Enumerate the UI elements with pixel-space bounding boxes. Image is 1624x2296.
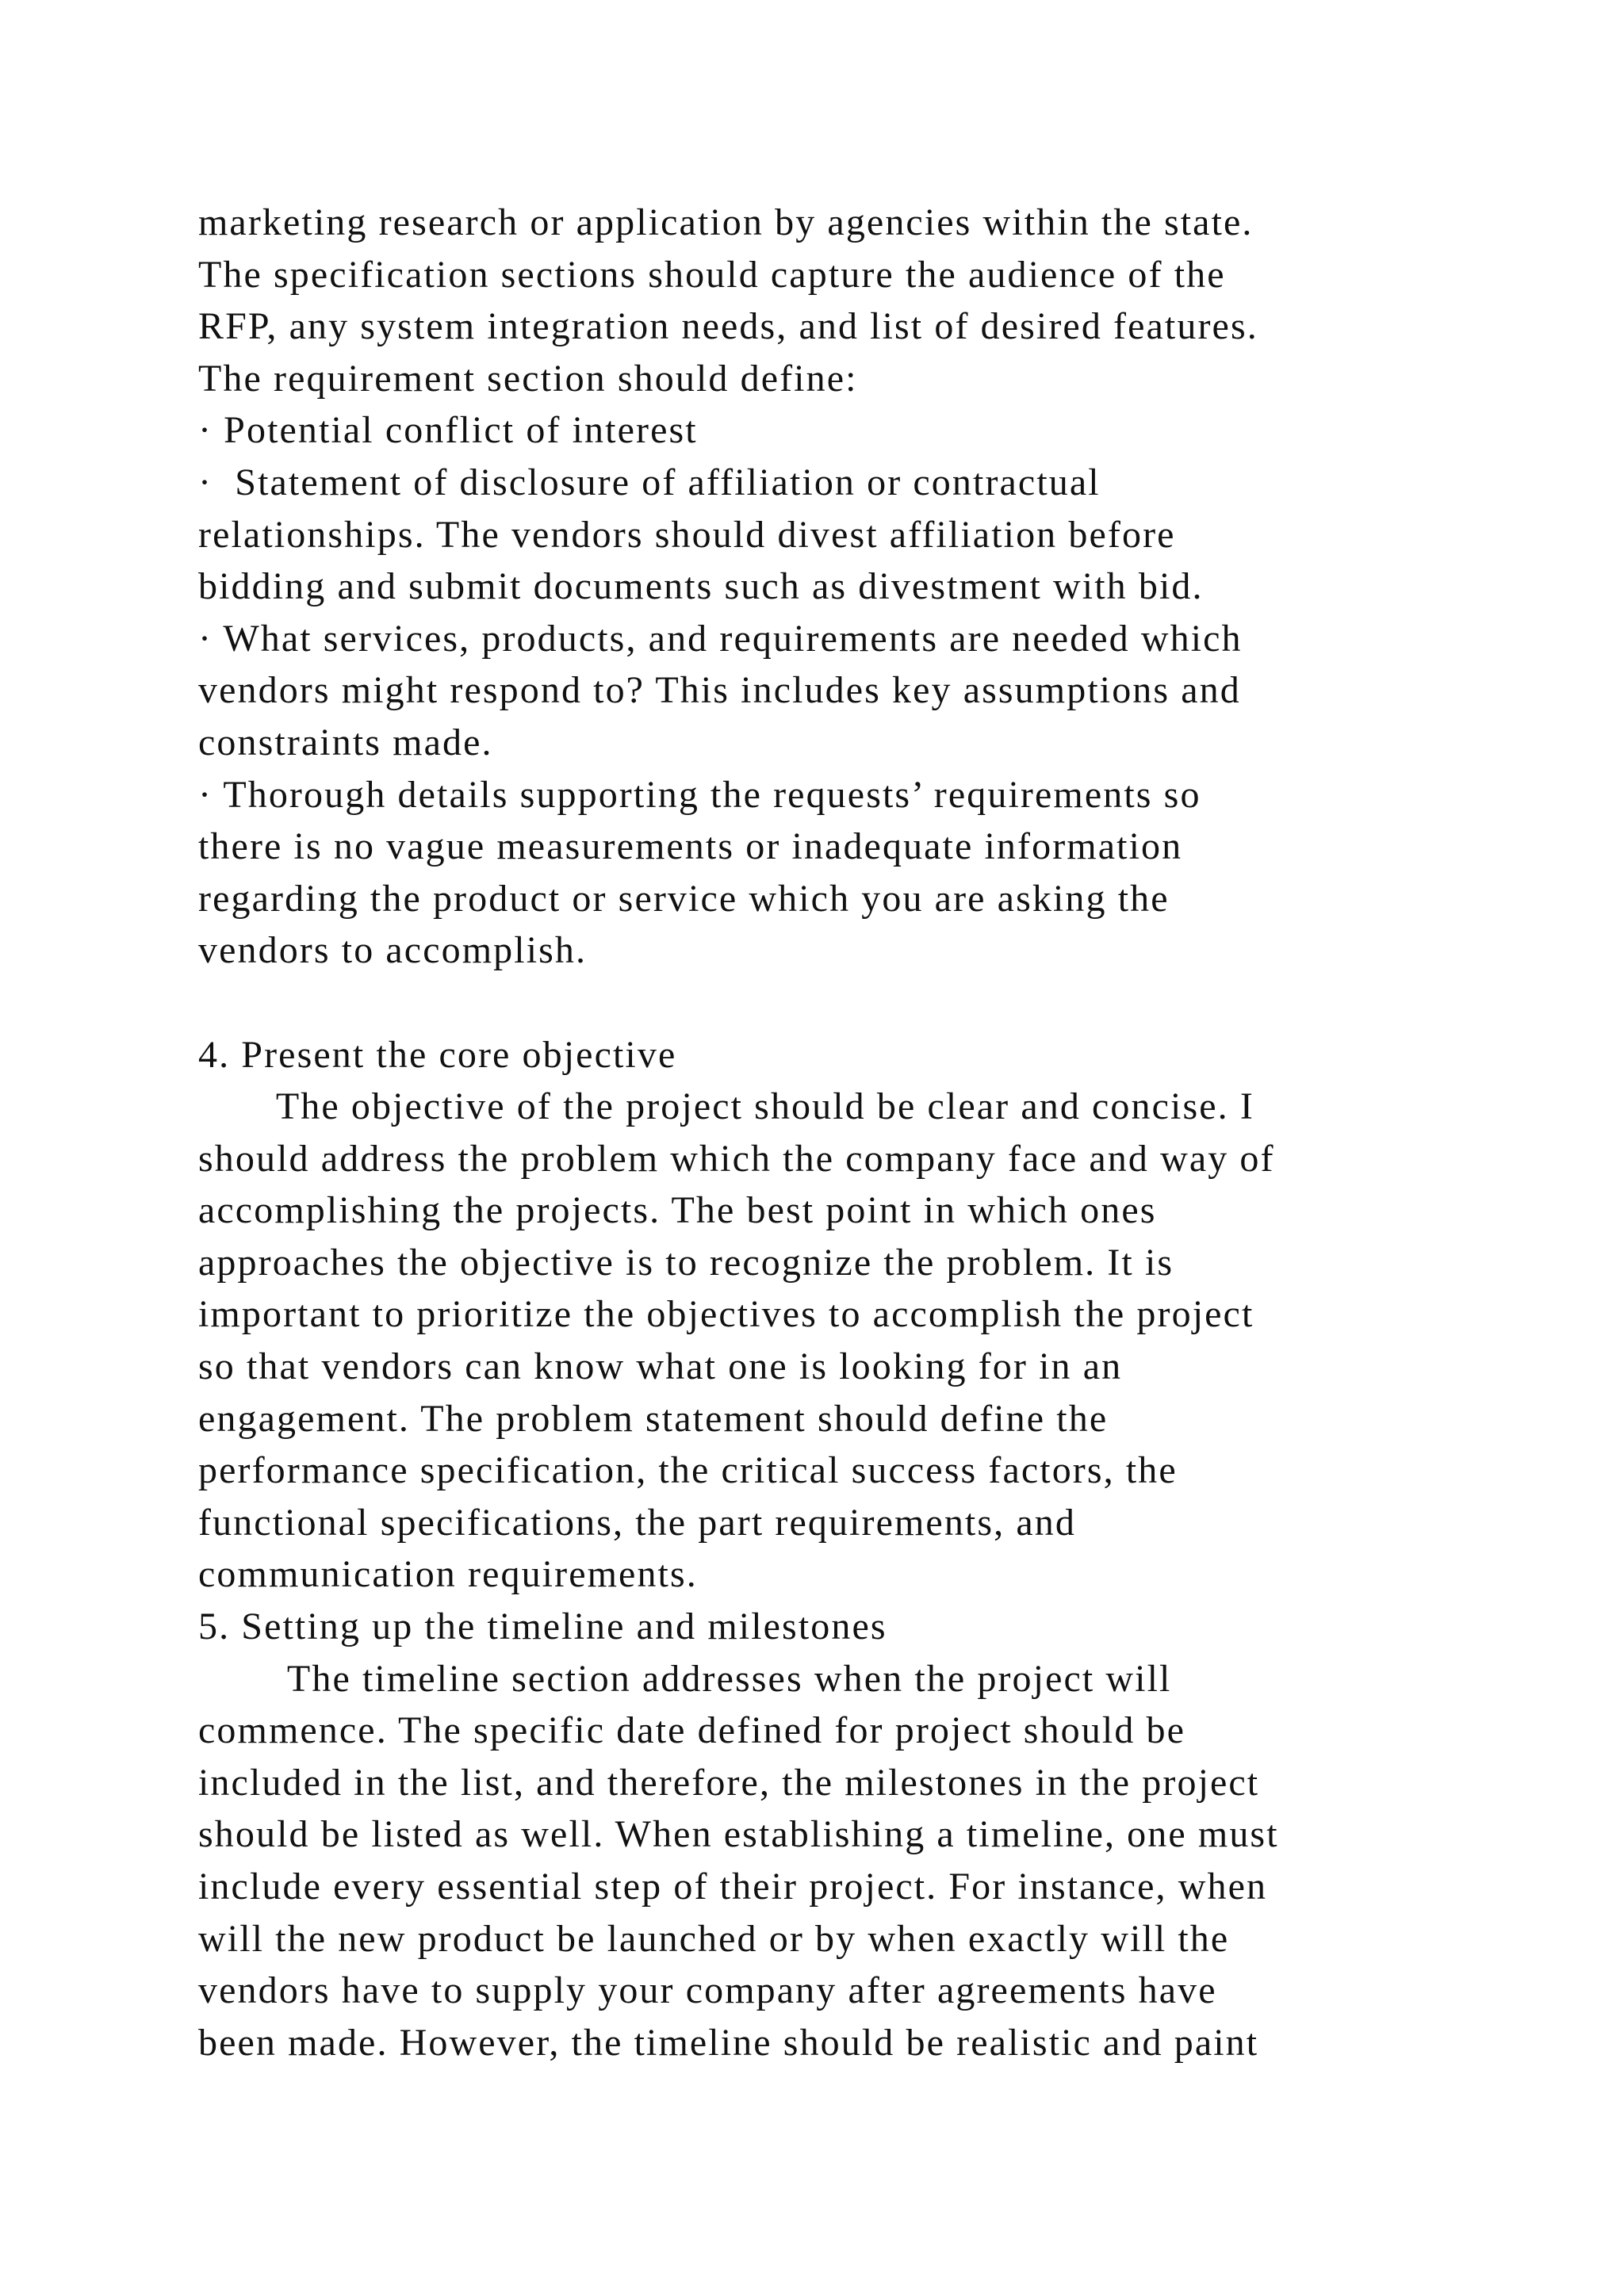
text-line: communication requirements. [198,1553,698,1596]
text-line: there is no vague measurements or inadequate information [198,825,1183,868]
text-line: The requirement section should define: [198,357,858,400]
bullet-line: · Potential conflict of interest [198,409,698,452]
text-line: will the new product be launched or by when exactly will the [198,1917,1230,1960]
text-line: so that vendors can know what one is looking for in an [198,1345,1123,1388]
text-line: should address the problem which the company face and way of [198,1137,1275,1180]
bullet-line: · What services, products, and requirements are needed which [198,617,1243,660]
text-line: accomplishing the projects. The best point in which ones [198,1189,1157,1232]
bullet-line: · Thorough details supporting the requests’ requirements so [198,773,1201,816]
text-line: RFP, any system integration needs, and list of desired features. [198,305,1258,348]
section-heading: 4. Present the core objective [198,1033,677,1076]
text-line: include every essential step of their project. For instance, when [198,1866,1268,1908]
blank-line [198,977,1483,1029]
text-line: vendors might respond to? This includes key assumptions and [198,669,1241,712]
text-line: The timeline section addresses when the project will [198,1657,1172,1700]
text-line: The specification sections should capture the audience of the [198,253,1226,296]
text-line: performance specification, the critical success factors, the [198,1449,1178,1492]
text-line: important to prioritize the objectives to accomplish the project [198,1293,1254,1336]
text-line: marketing research or application by agencies within the state. [198,201,1254,243]
text-line: regarding the product or service which you are asking the [198,877,1170,920]
text-line: The objective of the project should be clear and concise. I [198,1085,1254,1128]
text-line: engagement. The problem statement should define the [198,1397,1109,1440]
text-line: relationships. The vendors should divest affiliation before [198,513,1176,556]
text-line: functional specifications, the part requirements, and [198,1501,1076,1544]
document-body-text [198,197,1483,2068]
text-line: bidding and submit documents such as divestment with bid. [198,565,1204,608]
text-line: should be listed as well. When establishing a timeline, one must [198,1813,1279,1856]
text-line: constraints made. [198,721,493,763]
text-line: been made. However, the timeline should be realistic and paint [198,2021,1259,2064]
text-line: vendors to accomplish. [198,929,588,972]
bullet-line: · Statement of disclosure of affiliation or contractual [198,461,1101,503]
text-line: included in the list, and therefore, the milestones in the project [198,1761,1260,1804]
section-heading: 5. Setting up the timeline and milestones [198,1605,887,1648]
text-line: commence. The specific date defined for project should be [198,1709,1186,1752]
text-line: approaches the objective is to recognize the problem. It is [198,1241,1174,1284]
text-line: vendors have to supply your company after agreements have [198,1969,1217,2012]
